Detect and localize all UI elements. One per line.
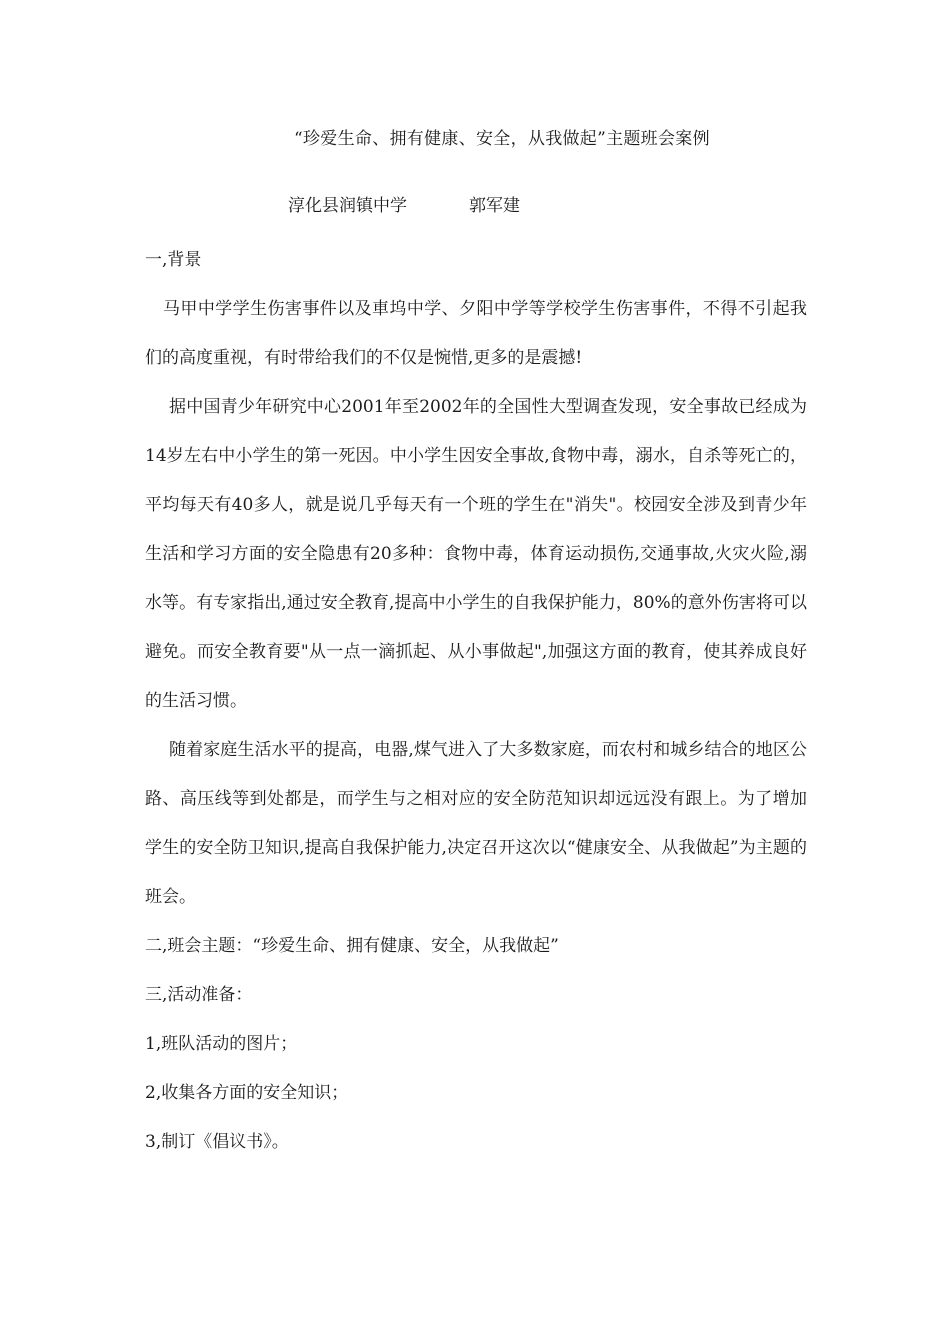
list-item: 1,班队活动的图片；: [145, 1034, 298, 1054]
heading-preparation: 三,活动准备：: [145, 985, 253, 1005]
byline: [288, 191, 520, 216]
heading-background: 一,背景: [145, 250, 202, 270]
document-title: “珍爱生命、拥有健康、安全，从我做起”主题班会案例: [294, 129, 710, 149]
list-item: 3,制订《倡议书》。: [145, 1132, 289, 1152]
paragraph-survey: 据中国青少年研究中心2001年至2002年的全国性大型调查发现，安全事故已经成为14岁左右中小学生的第一死因。中小学生因安全事故,食物中毒，溺水，自杀等死亡的，平均每天有40多人，就是说几乎每天有一个班的学生在"消失"。校园安全涉及到青少年生活和学习方面的安全隐患有20多种：食物中毒，体育运动损伤,交通事故,火灾火险,溺水等。有专家指出,通过安全教育,提高中小学生的自我保护能力，80%的意外伤害将可以避免。而安全教育要"从一点一滴抓起、从小事做起",加强这方面的教育，使其养成良好的生活习惯。: [145, 397, 807, 711]
author-name: 郭军建: [469, 196, 520, 216]
document-body: [145, 236, 807, 1167]
school-name: 淳化县润镇中学: [288, 196, 407, 216]
list-item: 2,收集各方面的安全知识；: [145, 1083, 349, 1103]
heading-theme: 二,班会主题：“珍爱生命、拥有健康、安全，从我做起”: [145, 936, 559, 956]
paragraph-motivation: 随着家庭生活水平的提高，电器,煤气进入了大多数家庭，而农村和城乡结合的地区公路、高压线等到处都是，而学生与之相对应的安全防范知识却远远没有跟上。为了增加学生的安全防卫知识,提高自我保护能力,决定召开这次以“健康安全、从我做起”为主题的班会。: [145, 740, 807, 907]
paragraph-incidents: 马甲中学学生伤害事件以及車坞中学、夕阳中学等学校学生伤害事件，不得不引起我们的高度重视，有时带给我们的不仅是惋惜,更多的是震撼!: [145, 299, 807, 368]
